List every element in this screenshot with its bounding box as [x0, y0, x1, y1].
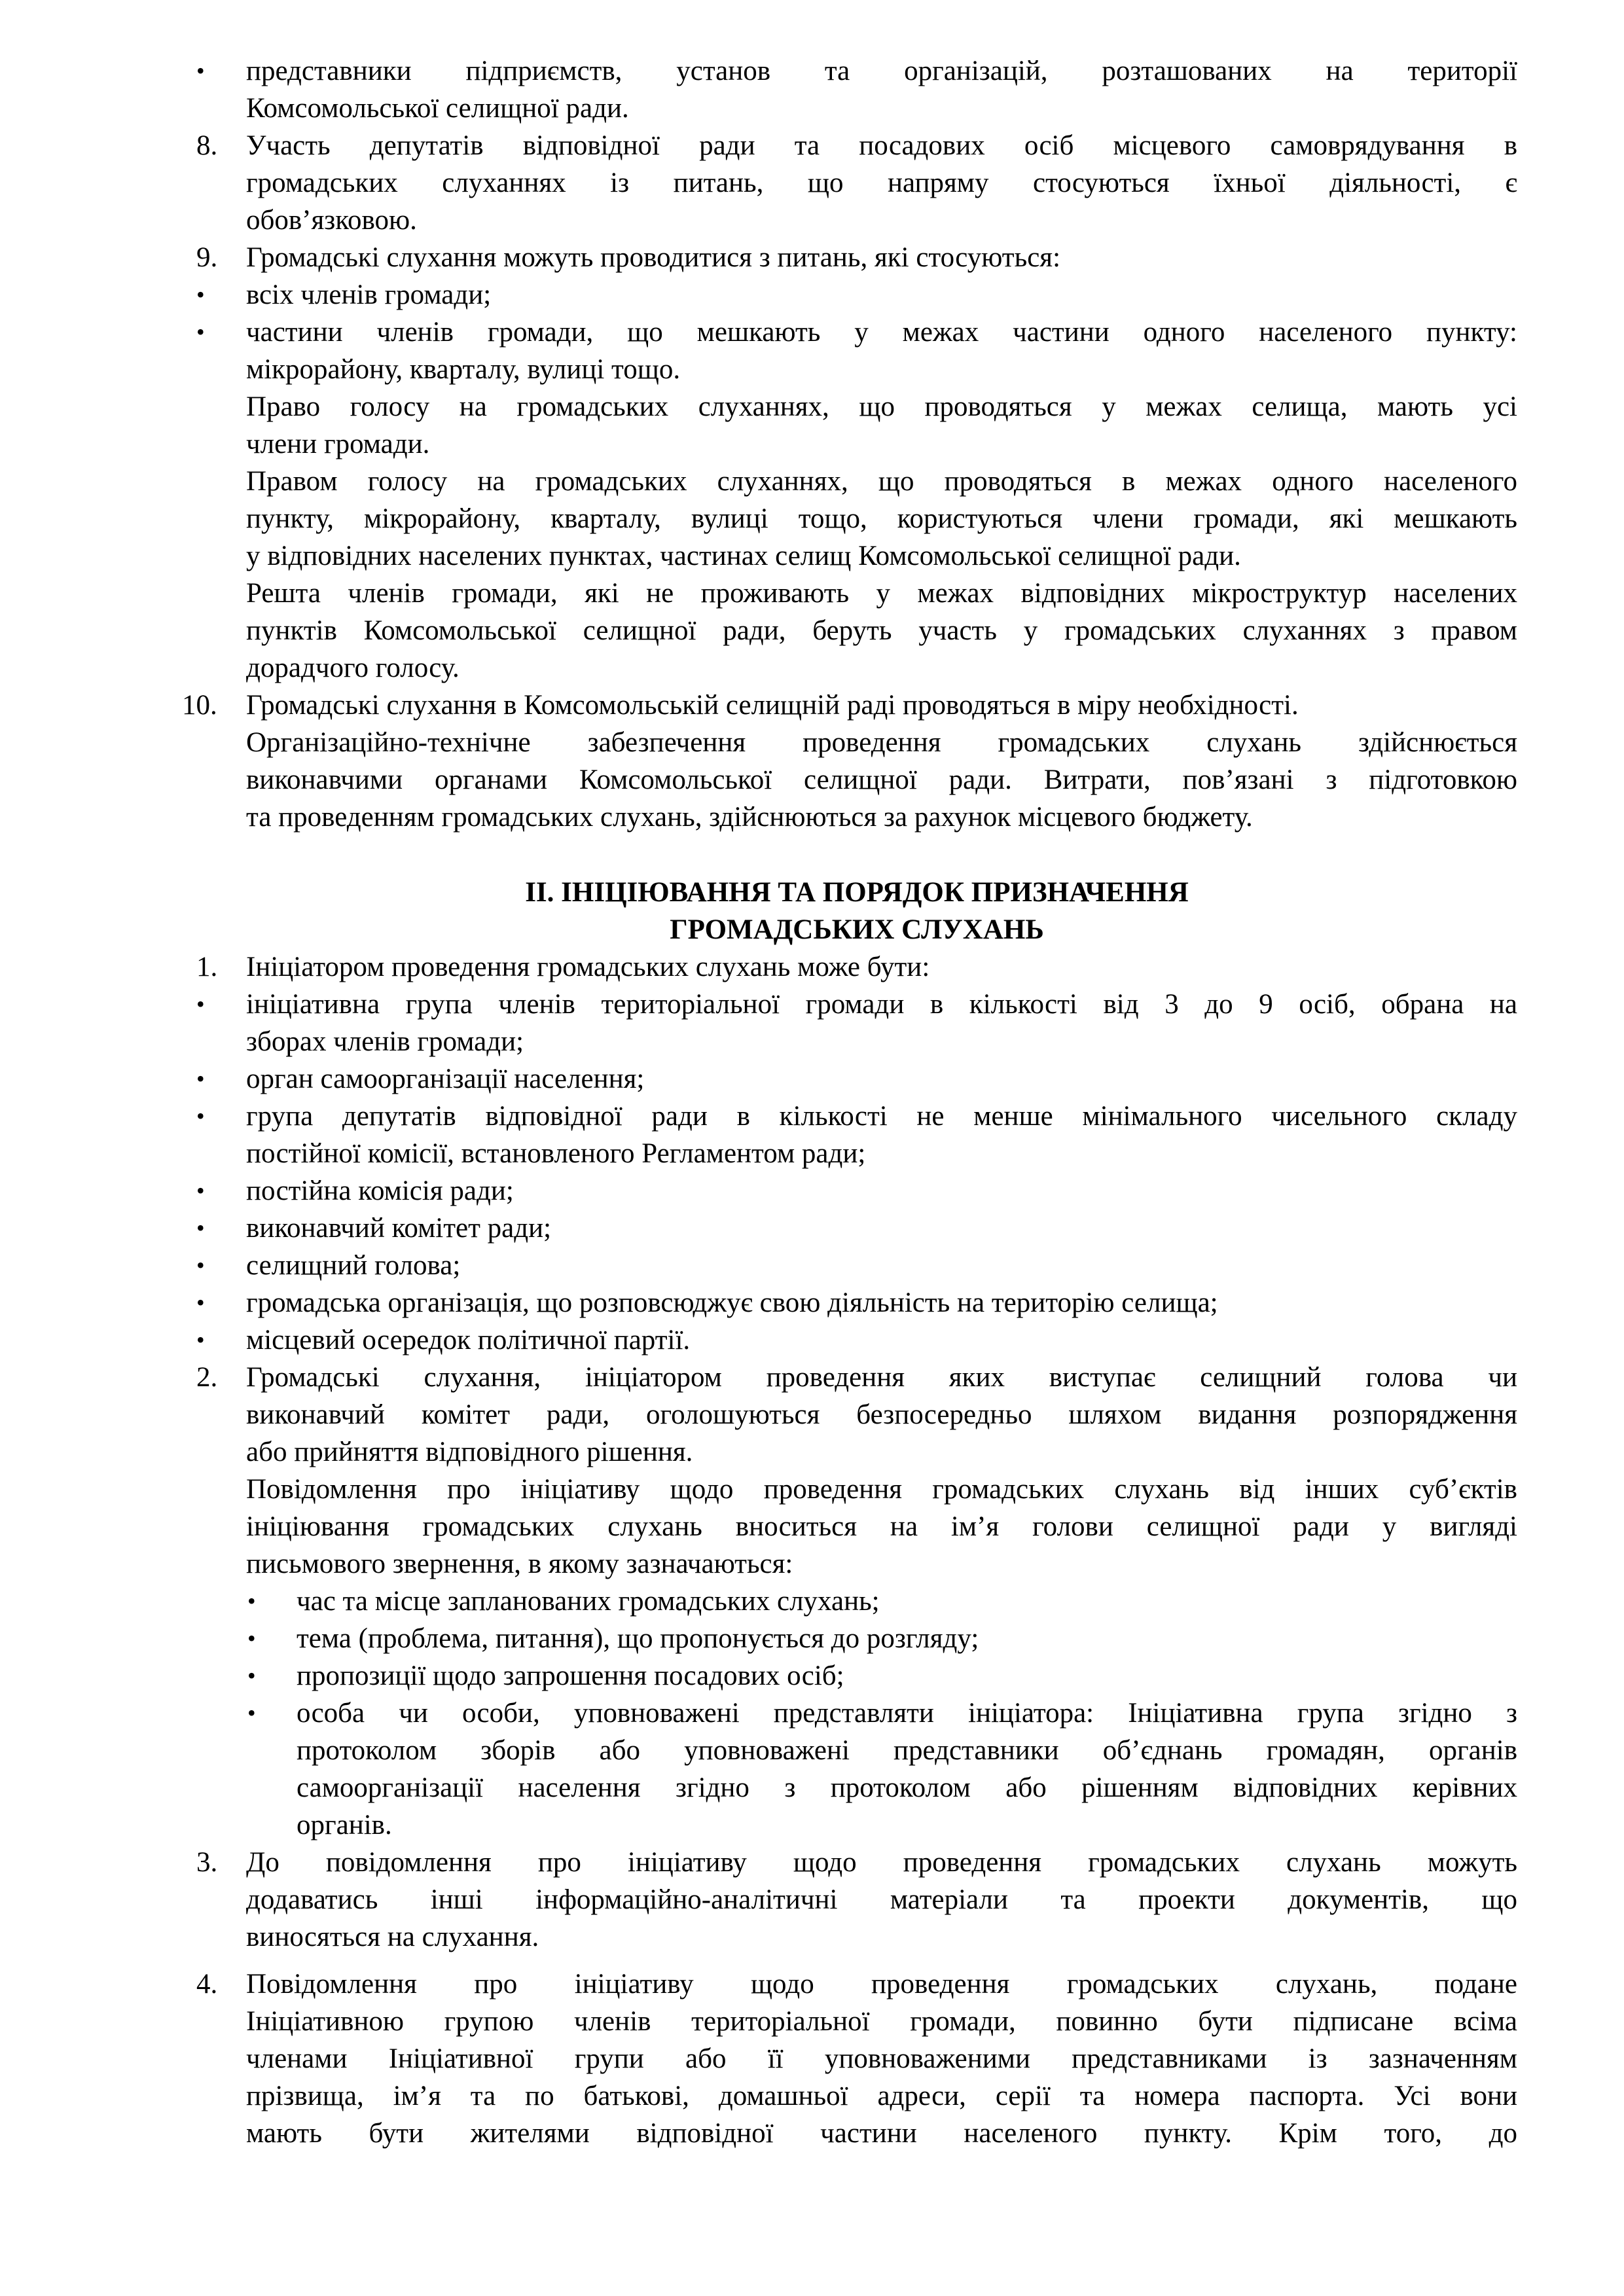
bullet-glyph: •: [196, 991, 205, 1017]
bullet-glyph: •: [247, 1662, 256, 1689]
sub-bullet-text: самоорганізації населення згідно з протоколом або рішенням відповідних керівних: [297, 1772, 1517, 1803]
paragraph-line: Повідомлення про ініціативу щодо проведення громадських слухань, подане: [246, 1969, 1517, 2000]
paragraph-line: пунктів Комсомольської селищної ради, беруть участь у громадських слуханнях з правом: [246, 615, 1517, 646]
bullet-text: постійної комісії, встановленого Регламентом ради;: [246, 1138, 866, 1169]
paragraph-line: обов’язковою.: [246, 205, 417, 236]
paragraph-line: мають бути жителями відповідної частини населеного пункту. Крім того, до: [246, 2118, 1517, 2149]
paragraph-line: Право голосу на громадських слуханнях, що проводяться у межах селища, мають усі: [246, 391, 1517, 422]
paragraph-line: виконавчий комітет ради, оголошуються безпосередньо шляхом видання розпорядження: [246, 1399, 1517, 1430]
bullet-glyph: •: [196, 1289, 205, 1316]
item-number: 3.: [196, 1847, 218, 1878]
item-number: 1.: [196, 952, 218, 982]
paragraph-line: Громадські слухання в Комсомольській селищній раді проводяться в міру необхідності.: [246, 690, 1299, 721]
section-heading: ІІ. ІНІЦІЮВАННЯ ТА ПОРЯДОК ПРИЗНАЧЕННЯ: [525, 877, 1189, 908]
bullet-text: всіх членів громади;: [246, 279, 492, 310]
paragraph-line: членами Ініціативної групи або її уповноваженими представниками із зазначенням: [246, 2043, 1517, 2074]
paragraph-line: у відповідних населених пунктах, частинах селищ Комсомольської селищної ради.: [246, 541, 1241, 571]
bullet-glyph: •: [196, 1215, 205, 1241]
sub-bullet-text: пропозиції щодо запрошення посадових осіб;: [297, 1660, 844, 1691]
sub-bullet-text: протоколом зборів або уповноважені представники об’єднань громадян, органів: [297, 1735, 1517, 1766]
paragraph-line: виконавчими органами Комсомольської селищної ради. Витрати, пов’язані з підготовкою: [246, 764, 1517, 795]
bullet-glyph: •: [196, 1177, 205, 1204]
paragraph-line: пункту, мікрорайону, кварталу, вулиці тощо, користуються члени громади, які мешкають: [246, 503, 1517, 534]
paragraph-line: або прийняття відповідного рішення.: [246, 1437, 693, 1467]
bullet-text: селищний голова;: [246, 1250, 461, 1281]
bullet-text: місцевий осередок політичної партії.: [246, 1325, 691, 1355]
paragraph-line: Повідомлення про ініціативу щодо проведення громадських слухань від інших суб’єктів: [246, 1474, 1517, 1505]
bullet-glyph: •: [196, 58, 205, 84]
bullet-glyph: •: [196, 281, 205, 308]
paragraph-line: письмового звернення, в якому зазначаються:: [246, 1549, 793, 1579]
sub-bullet-text: особа чи особи, уповноважені представляти ініціатора: Ініціативна група згідно з: [297, 1698, 1517, 1729]
paragraph-line: громадських слуханнях із питань, що напряму стосуються їхньої діяльності, є: [246, 168, 1517, 198]
paragraph-line: Комсомольської селищної ради.: [246, 93, 629, 124]
bullet-glyph: •: [247, 1700, 256, 1726]
paragraph-line: Участь депутатів відповідної ради та посадових осіб місцевого самоврядування в: [246, 130, 1517, 161]
paragraph-line: дорадчого голосу.: [246, 653, 460, 683]
item-number: 4.: [196, 1969, 218, 2000]
bullet-text: частини членів громади, що мешкають у межах частини одного населеного пункту:: [246, 317, 1517, 348]
bullet-text: зборах членів громади;: [246, 1026, 524, 1057]
bullet-glyph: •: [196, 1252, 205, 1278]
item-number: 2.: [196, 1362, 218, 1393]
paragraph-line: представники підприємств, установ та організацій, розташованих на території: [246, 56, 1517, 86]
item-number: 8.: [196, 130, 218, 161]
paragraph-line: виносяться на слухання.: [246, 1922, 539, 1952]
paragraph-line: Решта членів громади, які не проживають у межах відповідних мікроструктур населених: [246, 578, 1517, 609]
bullet-glyph: •: [247, 1588, 256, 1614]
section-heading: ГРОМАДСЬКИХ СЛУХАНЬ: [670, 914, 1044, 945]
bullet-glyph: •: [196, 1327, 205, 1353]
bullet-text: постійна комісія ради;: [246, 1175, 514, 1206]
bullet-glyph: •: [247, 1625, 256, 1651]
bullet-glyph: •: [196, 1103, 205, 1129]
paragraph-line: Громадські слухання, ініціатором проведення яких виступає селищний голова чи: [246, 1362, 1517, 1393]
bullet-text: ініціативна група членів територіальної громади в кількості від 3 до 9 осіб, обрана на: [246, 989, 1517, 1020]
paragraph-line: Правом голосу на громадських слуханнях, що проводяться в межах одного населеного: [246, 466, 1517, 497]
paragraph-line: До повідомлення про ініціативу щодо проведення громадських слухань можуть: [246, 1847, 1517, 1878]
item-number: 10.: [182, 690, 217, 721]
bullet-text: група депутатів відповідної ради в кількості не менше мінімального чисельного складу: [246, 1101, 1517, 1132]
bullet-glyph: •: [196, 319, 205, 345]
paragraph-line: Ініціативною групою членів територіальної громади, повинно бути підписане всіма: [246, 2006, 1517, 2037]
paragraph-line: Ініціатором проведення громадських слухань може бути:: [246, 952, 930, 982]
sub-bullet-text: тема (проблема, питання), що пропонується до розгляду;: [297, 1623, 979, 1654]
sub-bullet-text: час та місце запланованих громадських слухань;: [297, 1586, 880, 1617]
item-number: 9.: [196, 242, 218, 273]
sub-bullet-text: органів.: [297, 1810, 392, 1840]
bullet-text: громадська організація, що розповсюджує свою діяльність на територію селища;: [246, 1287, 1218, 1318]
paragraph-line: ініціювання громадських слухань вноситься на ім’я голови селищної ради у вигляді: [246, 1511, 1517, 1542]
paragraph-line: Організаційно-технічне забезпечення проведення громадських слухань здійснюється: [246, 727, 1517, 758]
paragraph-line: додаватись інші інформаційно-аналітичні матеріали та проекти документів, що: [246, 1884, 1517, 1915]
paragraph-line: та проведенням громадських слухань, здійснюються за рахунок місцевого бюджету.: [246, 802, 1253, 833]
paragraph-line: члени громади.: [246, 429, 430, 459]
bullet-text: орган самоорганізації населення;: [246, 1064, 645, 1094]
bullet-glyph: •: [196, 1066, 205, 1092]
paragraph-line: Громадські слухання можуть проводитися з питань, які стосуються:: [246, 242, 1061, 273]
bullet-text: мікрорайону, кварталу, вулиці тощо.: [246, 354, 681, 385]
bullet-text: виконавчий комітет ради;: [246, 1213, 552, 1244]
paragraph-line: прізвища, ім’я та по батькові, домашньої адреси, серії та номера паспорта. Усі вони: [246, 2081, 1517, 2111]
